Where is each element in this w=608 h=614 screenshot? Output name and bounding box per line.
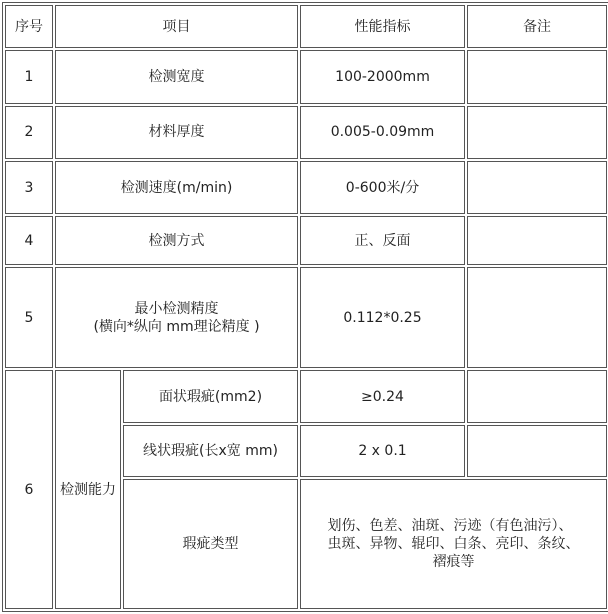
row-spec: 0.005-0.09mm [300,106,465,159]
row-item-line: 最小检测精度 [134,300,219,317]
header-note: 备注 [467,5,607,48]
row-no: 2 [5,106,53,159]
row-no: 1 [5,50,53,103]
row-spec: ≥0.24 [300,370,465,422]
row-item [55,267,298,369]
row-item-line: (横向*纵向 mm理论精度 ) [93,318,260,335]
header-no: 序号 [5,5,53,48]
row-note [467,267,607,369]
row-note [467,370,607,422]
row-spec: 0-600米/分 [300,161,465,214]
row-spec-line: 褶痕等 [432,554,475,571]
row-no: 6 [5,370,53,609]
row-spec-line: 虫斑、异物、辊印、白条、亮印、条纹、 [327,536,580,553]
row-spec: 0.112*0.25 [300,267,465,369]
row-spec: 正、反面 [300,216,465,264]
spec-lines [328,517,580,571]
table-row [5,370,607,422]
row-note [467,216,607,264]
header-item: 项目 [55,5,298,48]
row-item: 面状瑕疵(mm2) [123,370,298,422]
header-spec: 性能指标 [300,5,465,48]
spec-table [2,2,608,612]
table-row [5,216,607,264]
row-item: 检测宽度 [55,50,298,103]
row-spec: 100-2000mm [300,50,465,103]
table-row [5,106,607,159]
table-row [5,161,607,214]
row-spec-line: 划伤、色差、油斑、污迹（有色油污）、 [327,518,573,535]
row-item: 线状瑕疵(长x宽 mm) [123,425,298,477]
table-row [5,267,607,369]
row-note [467,425,607,477]
row-no: 3 [5,161,53,214]
row-item: 瑕疵类型 [123,479,298,609]
row-note [467,106,607,159]
row-note [467,50,607,103]
row-item: 材料厚度 [55,106,298,159]
table-row [5,50,607,103]
row-group: 检测能力 [55,370,121,609]
row-spec [300,479,607,609]
row-no: 5 [5,267,53,369]
row-no: 4 [5,216,53,264]
row-spec: 2 x 0.1 [300,425,465,477]
header-row [5,5,607,48]
row-item: 检测速度(m/min) [55,161,298,214]
row-item: 检测方式 [55,216,298,264]
row-note [467,161,607,214]
